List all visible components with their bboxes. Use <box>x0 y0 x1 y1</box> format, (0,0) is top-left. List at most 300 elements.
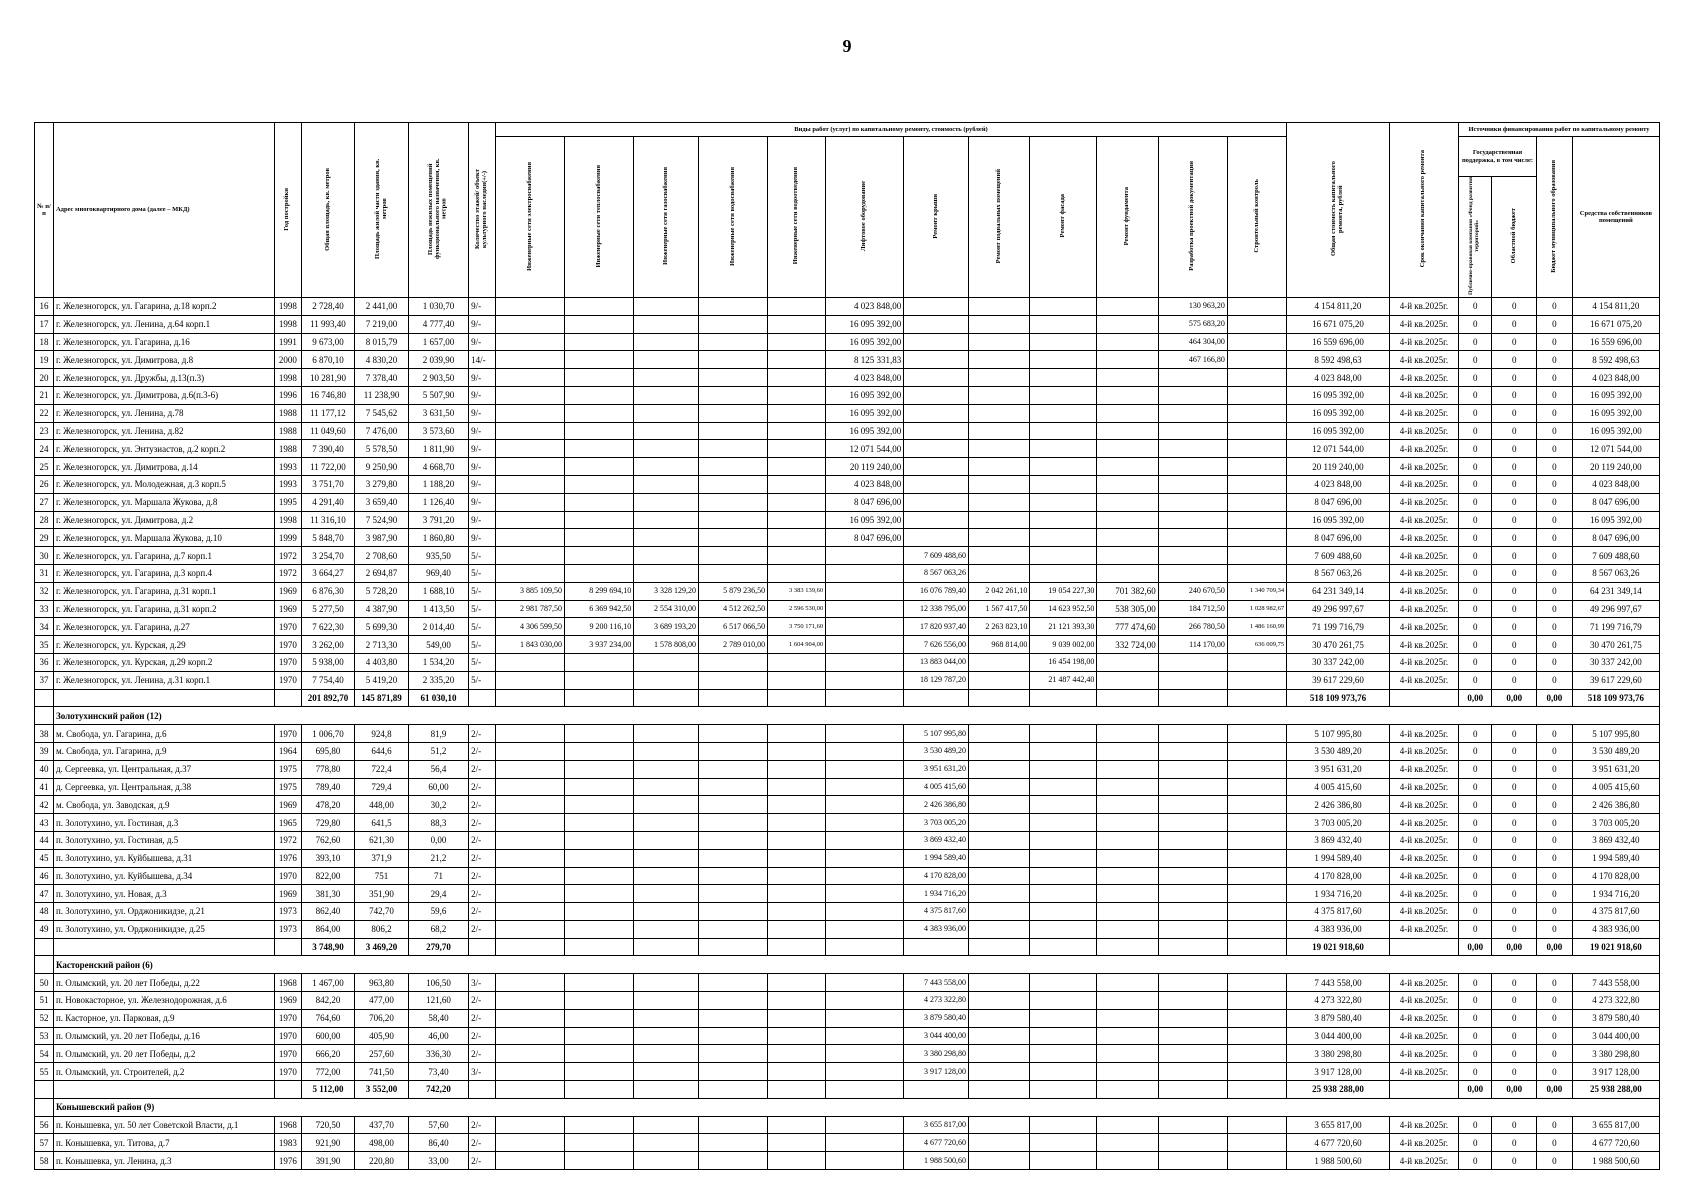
municipal-cell: 0 <box>1537 725 1573 743</box>
work-cost-cell <box>826 653 904 671</box>
work-cost-cell <box>1097 1009 1158 1027</box>
work-cost-cell <box>565 422 634 440</box>
work-cost-cell <box>565 458 634 476</box>
fund-cell: 0 <box>1458 493 1491 511</box>
table-row <box>35 796 1660 814</box>
row-number: 22 <box>35 404 54 422</box>
deadline-cell: 4-й кв.2025г. <box>1389 618 1458 636</box>
empty-cell <box>53 689 274 707</box>
owners-cell: 4 005 415,60 <box>1572 778 1659 796</box>
deadline-cell: 4-й кв.2025г. <box>1389 1009 1458 1027</box>
empty-cell <box>904 938 969 956</box>
work-cost-cell <box>495 1116 564 1134</box>
floors-cell: 2/- <box>469 814 496 832</box>
municipal-cell: 0 <box>1537 298 1573 316</box>
work-cost-cell <box>634 885 699 903</box>
work-cost-cell <box>1158 1134 1227 1152</box>
nonres-area-cell: 57,60 <box>408 1116 468 1134</box>
total-cost-cell: 8 592 498,63 <box>1287 351 1390 369</box>
work-cost-cell <box>698 814 767 832</box>
total-area-cell: 6 876,30 <box>301 582 355 600</box>
work-cost-cell <box>565 849 634 867</box>
work-cost-cell <box>826 1152 904 1170</box>
deadline-cell: 4-й кв.2025г. <box>1389 1027 1458 1045</box>
row-number: 20 <box>35 369 54 387</box>
row-number: 19 <box>35 351 54 369</box>
work-cost-cell <box>1227 404 1286 422</box>
year-cell: 1970 <box>274 1063 301 1081</box>
work-cost-cell <box>1097 849 1158 867</box>
floors-cell: 9/- <box>469 298 496 316</box>
work-cost-cell: 8 047 696,00 <box>826 493 904 511</box>
empty-cell <box>35 689 54 707</box>
municipal-cell: 0 <box>1537 796 1573 814</box>
floors-cell: 2/- <box>469 903 496 921</box>
work-cost-cell: 1 486 160,99 <box>1227 618 1286 636</box>
owners-cell: 8 047 696,00 <box>1572 529 1659 547</box>
nonres-area-cell: 336,30 <box>408 1045 468 1063</box>
regional-cell: 0 <box>1492 903 1537 921</box>
regional-sum: 0,00 <box>1492 938 1537 956</box>
work-cost-cell <box>968 1134 1029 1152</box>
work-cost-cell <box>495 386 564 404</box>
work-cost-cell <box>1158 814 1227 832</box>
address-cell: п. Конышевка, ул. 50 лет Советской Власти, д.1 <box>53 1116 274 1134</box>
empty-cell <box>698 938 767 956</box>
work-cost-cell <box>698 386 767 404</box>
work-cost-cell <box>826 636 904 654</box>
fund-cell: 0 <box>1458 831 1491 849</box>
total-cost-cell: 64 231 349,14 <box>1287 582 1390 600</box>
work-cost-cell: 3 530 489,20 <box>904 742 969 760</box>
work-cost-cell <box>698 796 767 814</box>
empty-cell <box>826 938 904 956</box>
living-area-cell: 4 830,20 <box>355 351 409 369</box>
regional-cell: 0 <box>1492 511 1537 529</box>
work-cost-cell <box>1097 992 1158 1010</box>
work-cost-cell <box>768 422 826 440</box>
work-cost-cell <box>904 493 969 511</box>
work-cost-cell: 1 843 030,00 <box>495 636 564 654</box>
living-area-cell: 4 403,80 <box>355 653 409 671</box>
deadline-cell: 4-й кв.2025г. <box>1389 903 1458 921</box>
work-cost-cell <box>1158 404 1227 422</box>
work-cost-cell: 16 095 392,00 <box>826 404 904 422</box>
work-cost-cell <box>1030 458 1097 476</box>
nonres-area-cell: 73,40 <box>408 1063 468 1081</box>
work-cost-cell: 4 383 936,00 <box>904 920 969 938</box>
row-number: 56 <box>35 1116 54 1134</box>
empty-cell <box>698 1081 767 1099</box>
work-cost-cell <box>768 1116 826 1134</box>
total-cost-sum: 19 021 918,60 <box>1287 938 1390 956</box>
floors-cell: 5/- <box>469 671 496 689</box>
work-cost-cell <box>495 458 564 476</box>
year-cell: 1969 <box>274 992 301 1010</box>
year-cell: 1970 <box>274 618 301 636</box>
total-area-cell: 7 754,40 <box>301 671 355 689</box>
work-cost-cell <box>1158 369 1227 387</box>
address-cell: п. Золотухино, ул. Орджоникидзе, д.21 <box>53 903 274 921</box>
work-cost-cell <box>495 1134 564 1152</box>
work-cost-cell <box>1097 920 1158 938</box>
work-cost-cell: 19 054 227,30 <box>1030 582 1097 600</box>
year-cell: 1968 <box>274 974 301 992</box>
fund-cell: 0 <box>1458 315 1491 333</box>
work-cost-cell <box>1227 386 1286 404</box>
empty-cell <box>35 938 54 956</box>
total-area-cell: 5 277,50 <box>301 600 355 618</box>
address-cell: м. Свобода, ул. Гагарина, д.9 <box>53 742 274 760</box>
header-work-control: Строительный контроль <box>1227 137 1286 298</box>
empty-cell <box>53 938 274 956</box>
header-work-foundation: Ремонт фундамента <box>1097 137 1158 298</box>
work-cost-cell <box>1158 386 1227 404</box>
floors-cell: 9/- <box>469 475 496 493</box>
work-cost-cell <box>768 333 826 351</box>
living-area-cell: 2 441,00 <box>355 298 409 316</box>
work-cost-cell <box>1030 1009 1097 1027</box>
row-number: 30 <box>35 547 54 565</box>
work-cost-cell <box>1030 529 1097 547</box>
floors-cell: 5/- <box>469 547 496 565</box>
table-row <box>35 992 1660 1010</box>
work-cost-cell <box>904 422 969 440</box>
nonres-area-cell: 2 903,50 <box>408 369 468 387</box>
work-cost-cell <box>1030 511 1097 529</box>
living-area-cell: 4 387,90 <box>355 600 409 618</box>
work-cost-cell <box>768 529 826 547</box>
work-cost-cell <box>1158 1116 1227 1134</box>
year-cell: 1965 <box>274 814 301 832</box>
total-cost-cell: 1 988 500,60 <box>1287 1152 1390 1170</box>
empty-cell <box>768 1081 826 1099</box>
municipal-cell: 0 <box>1537 1134 1573 1152</box>
owners-cell: 4 383 936,00 <box>1572 920 1659 938</box>
row-number: 35 <box>35 636 54 654</box>
header-works-group: Виды работ (услуг) по капитальному ремонту, стоимость (рублей) <box>495 123 1286 137</box>
address-cell: г. Железногорск, ул. Димитрова, д.2 <box>53 511 274 529</box>
work-cost-cell <box>1030 1027 1097 1045</box>
work-cost-cell <box>904 458 969 476</box>
deadline-cell: 4-й кв.2025г. <box>1389 1152 1458 1170</box>
table-row <box>35 369 1660 387</box>
work-cost-cell <box>968 742 1029 760</box>
living-area-cell: 371,9 <box>355 849 409 867</box>
empty-cell <box>768 938 826 956</box>
year-cell: 1970 <box>274 1027 301 1045</box>
living-area-cell: 5 578,50 <box>355 440 409 458</box>
regional-cell: 0 <box>1492 974 1537 992</box>
year-cell: 1996 <box>274 386 301 404</box>
work-cost-cell <box>1158 974 1227 992</box>
work-cost-cell <box>768 511 826 529</box>
fund-cell: 0 <box>1458 885 1491 903</box>
fund-cell: 0 <box>1458 903 1491 921</box>
work-cost-cell <box>634 475 699 493</box>
district-total-row <box>35 938 1660 956</box>
fund-cell: 0 <box>1458 653 1491 671</box>
municipal-cell: 0 <box>1537 564 1573 582</box>
work-cost-cell <box>698 333 767 351</box>
floors-cell: 2/- <box>469 992 496 1010</box>
work-cost-cell <box>1097 422 1158 440</box>
work-cost-cell <box>698 458 767 476</box>
living-area-cell: 437,70 <box>355 1116 409 1134</box>
work-cost-cell <box>968 564 1029 582</box>
work-cost-cell <box>495 511 564 529</box>
work-cost-cell <box>495 369 564 387</box>
work-cost-cell <box>904 511 969 529</box>
total-area-cell: 381,30 <box>301 885 355 903</box>
work-cost-cell <box>1158 440 1227 458</box>
owners-cell: 16 095 392,00 <box>1572 511 1659 529</box>
year-cell: 1993 <box>274 475 301 493</box>
work-cost-cell <box>565 547 634 565</box>
deadline-cell: 4-й кв.2025г. <box>1389 333 1458 351</box>
work-cost-cell <box>1158 1027 1227 1045</box>
floors-cell: 2/- <box>469 725 496 743</box>
work-cost-cell <box>968 760 1029 778</box>
floors-cell: 9/- <box>469 333 496 351</box>
work-cost-cell <box>826 814 904 832</box>
work-cost-cell <box>1097 529 1158 547</box>
work-cost-cell <box>1097 351 1158 369</box>
deadline-cell: 4-й кв.2025г. <box>1389 315 1458 333</box>
work-cost-cell <box>1030 351 1097 369</box>
work-cost-cell: 3 951 631,20 <box>904 760 969 778</box>
row-number: 49 <box>35 920 54 938</box>
table-row <box>35 636 1660 654</box>
work-cost-cell <box>968 831 1029 849</box>
work-cost-cell <box>698 849 767 867</box>
regional-cell: 0 <box>1492 440 1537 458</box>
year-cell: 1968 <box>274 1116 301 1134</box>
address-cell: п. Конышевка, ул. Ленина, д.3 <box>53 1152 274 1170</box>
work-cost-cell <box>1227 422 1286 440</box>
header-work-basement: Ремонт подвальных помещений <box>968 137 1029 298</box>
work-cost-cell <box>565 315 634 333</box>
work-cost-cell <box>826 742 904 760</box>
work-cost-cell: 3 689 193,20 <box>634 618 699 636</box>
nonres-area-cell: 2 039,90 <box>408 351 468 369</box>
nonres-area-cell: 81,9 <box>408 725 468 743</box>
deadline-cell: 4-й кв.2025г. <box>1389 974 1458 992</box>
work-cost-cell <box>1030 404 1097 422</box>
work-cost-cell <box>1097 440 1158 458</box>
address-cell: г. Железногорск, ул. Гагарина, д.3 корп.4 <box>53 564 274 582</box>
work-cost-cell <box>495 992 564 1010</box>
year-cell: 1969 <box>274 582 301 600</box>
work-cost-cell <box>698 404 767 422</box>
work-cost-cell <box>1097 404 1158 422</box>
floors-cell: 14/- <box>469 351 496 369</box>
owners-sum: 19 021 918,60 <box>1572 938 1659 956</box>
owners-cell: 5 107 995,80 <box>1572 725 1659 743</box>
work-cost-cell <box>565 511 634 529</box>
work-cost-cell: 3 937 234,00 <box>565 636 634 654</box>
work-cost-cell <box>698 885 767 903</box>
work-cost-cell <box>634 920 699 938</box>
regional-cell: 0 <box>1492 422 1537 440</box>
deadline-cell: 4-й кв.2025г. <box>1389 404 1458 422</box>
district-header-row <box>35 956 1660 974</box>
total-cost-cell: 4 677 720,60 <box>1287 1134 1390 1152</box>
work-cost-cell <box>1097 333 1158 351</box>
work-cost-cell <box>768 458 826 476</box>
row-number: 21 <box>35 386 54 404</box>
row-number: 32 <box>35 582 54 600</box>
header-address: Адрес многоквартирного дома (далее – МКД) <box>53 123 274 298</box>
work-cost-cell <box>768 725 826 743</box>
fund-cell: 0 <box>1458 618 1491 636</box>
deadline-cell: 4-й кв.2025г. <box>1389 1116 1458 1134</box>
work-cost-cell <box>1030 1063 1097 1081</box>
living-area-cell: 220,80 <box>355 1152 409 1170</box>
work-cost-cell <box>1227 1134 1286 1152</box>
empty-cell <box>1227 689 1286 707</box>
table-row <box>35 333 1660 351</box>
work-cost-cell <box>1158 671 1227 689</box>
work-cost-cell <box>826 618 904 636</box>
floors-cell: 2/- <box>469 849 496 867</box>
work-cost-cell <box>768 404 826 422</box>
municipal-cell: 0 <box>1537 333 1573 351</box>
regional-cell: 0 <box>1492 1152 1537 1170</box>
address-cell: г. Железногорск, ул. Ленина, д.82 <box>53 422 274 440</box>
work-cost-cell <box>495 760 564 778</box>
work-cost-cell <box>968 1116 1029 1134</box>
owners-cell: 49 296 997,67 <box>1572 600 1659 618</box>
table-body <box>35 298 1660 1170</box>
work-cost-cell <box>698 1152 767 1170</box>
empty-cell <box>634 1081 699 1099</box>
deadline-cell: 4-й кв.2025г. <box>1389 1063 1458 1081</box>
floors-cell: 9/- <box>469 511 496 529</box>
work-cost-cell <box>768 867 826 885</box>
year-cell: 1976 <box>274 849 301 867</box>
row-number: 52 <box>35 1009 54 1027</box>
year-cell: 1970 <box>274 636 301 654</box>
living-area-cell: 751 <box>355 867 409 885</box>
work-cost-cell <box>768 369 826 387</box>
work-cost-cell: 4 023 848,00 <box>826 298 904 316</box>
nonres-area-cell: 1 534,20 <box>408 653 468 671</box>
work-cost-cell <box>826 778 904 796</box>
fund-cell: 0 <box>1458 351 1491 369</box>
municipal-cell: 0 <box>1537 671 1573 689</box>
work-cost-cell <box>968 404 1029 422</box>
fund-cell: 0 <box>1458 974 1491 992</box>
fund-cell: 0 <box>1458 475 1491 493</box>
floors-cell: 5/- <box>469 636 496 654</box>
district-total-row <box>35 1081 1660 1099</box>
address-cell: г. Железногорск, ул. Гагарина, д.31 корп.1 <box>53 582 274 600</box>
work-cost-cell <box>904 386 969 404</box>
total-area-cell: 921,90 <box>301 1134 355 1152</box>
year-cell: 1998 <box>274 369 301 387</box>
work-cost-cell: 8 047 696,00 <box>826 529 904 547</box>
municipal-cell: 0 <box>1537 778 1573 796</box>
empty-cell <box>495 1081 564 1099</box>
floors-cell: 2/- <box>469 796 496 814</box>
work-cost-cell <box>565 369 634 387</box>
work-cost-cell <box>634 1045 699 1063</box>
work-cost-cell <box>768 493 826 511</box>
regional-cell: 0 <box>1492 671 1537 689</box>
work-cost-cell <box>634 760 699 778</box>
work-cost-cell <box>698 422 767 440</box>
municipal-cell: 0 <box>1537 903 1573 921</box>
work-cost-cell <box>768 351 826 369</box>
nonres-area-cell: 33,00 <box>408 1152 468 1170</box>
work-cost-cell <box>495 725 564 743</box>
work-cost-cell <box>1227 333 1286 351</box>
owners-cell: 3 530 489,20 <box>1572 742 1659 760</box>
work-cost-cell <box>698 315 767 333</box>
table-row <box>35 920 1660 938</box>
total-cost-cell: 39 617 229,60 <box>1287 671 1390 689</box>
work-cost-cell: 1 604 904,00 <box>768 636 826 654</box>
row-number: 43 <box>35 814 54 832</box>
work-cost-cell <box>1158 475 1227 493</box>
work-cost-cell <box>768 386 826 404</box>
work-cost-cell <box>1158 564 1227 582</box>
work-cost-cell: 8 125 331,83 <box>826 351 904 369</box>
work-cost-cell <box>1227 1063 1286 1081</box>
municipal-cell: 0 <box>1537 315 1573 333</box>
work-cost-cell <box>768 298 826 316</box>
year-cell: 1993 <box>274 458 301 476</box>
owners-cell: 71 199 716,79 <box>1572 618 1659 636</box>
work-cost-cell: 464 304,00 <box>1158 333 1227 351</box>
work-cost-cell <box>1158 1063 1227 1081</box>
work-cost-cell <box>1097 778 1158 796</box>
work-cost-cell <box>634 1134 699 1152</box>
work-cost-cell <box>1158 1009 1227 1027</box>
regional-cell: 0 <box>1492 725 1537 743</box>
work-cost-cell <box>768 920 826 938</box>
nonres-area-cell: 56,4 <box>408 760 468 778</box>
work-cost-cell <box>1158 1152 1227 1170</box>
empty-cell <box>768 689 826 707</box>
address-cell: п. Золотухино, ул. Орджоникидзе, д.25 <box>53 920 274 938</box>
work-cost-cell <box>768 1063 826 1081</box>
work-cost-cell <box>1227 475 1286 493</box>
row-number: 27 <box>35 493 54 511</box>
floors-cell: 5/- <box>469 582 496 600</box>
table-row <box>35 653 1660 671</box>
living-area-cell: 5 699,30 <box>355 618 409 636</box>
total-cost-cell: 2 426 386,80 <box>1287 796 1390 814</box>
regional-cell: 0 <box>1492 760 1537 778</box>
work-cost-cell: 4 273 322,80 <box>904 992 969 1010</box>
floors-cell: 9/- <box>469 440 496 458</box>
fund-cell: 0 <box>1458 564 1491 582</box>
work-cost-cell: 777 474,60 <box>1097 618 1158 636</box>
municipal-cell: 0 <box>1537 386 1573 404</box>
regional-cell: 0 <box>1492 369 1537 387</box>
owners-cell: 4 375 817,60 <box>1572 903 1659 921</box>
total-area-cell: 720,50 <box>301 1116 355 1134</box>
work-cost-cell <box>698 671 767 689</box>
floors-cell: 3/- <box>469 974 496 992</box>
total-area-cell: 600,00 <box>301 1027 355 1045</box>
total-area-cell: 864,00 <box>301 920 355 938</box>
deadline-cell: 4-й кв.2025г. <box>1389 760 1458 778</box>
header-state-support: Государственная поддержка, в том числе: <box>1458 137 1536 177</box>
total-cost-cell: 8 567 063,26 <box>1287 564 1390 582</box>
